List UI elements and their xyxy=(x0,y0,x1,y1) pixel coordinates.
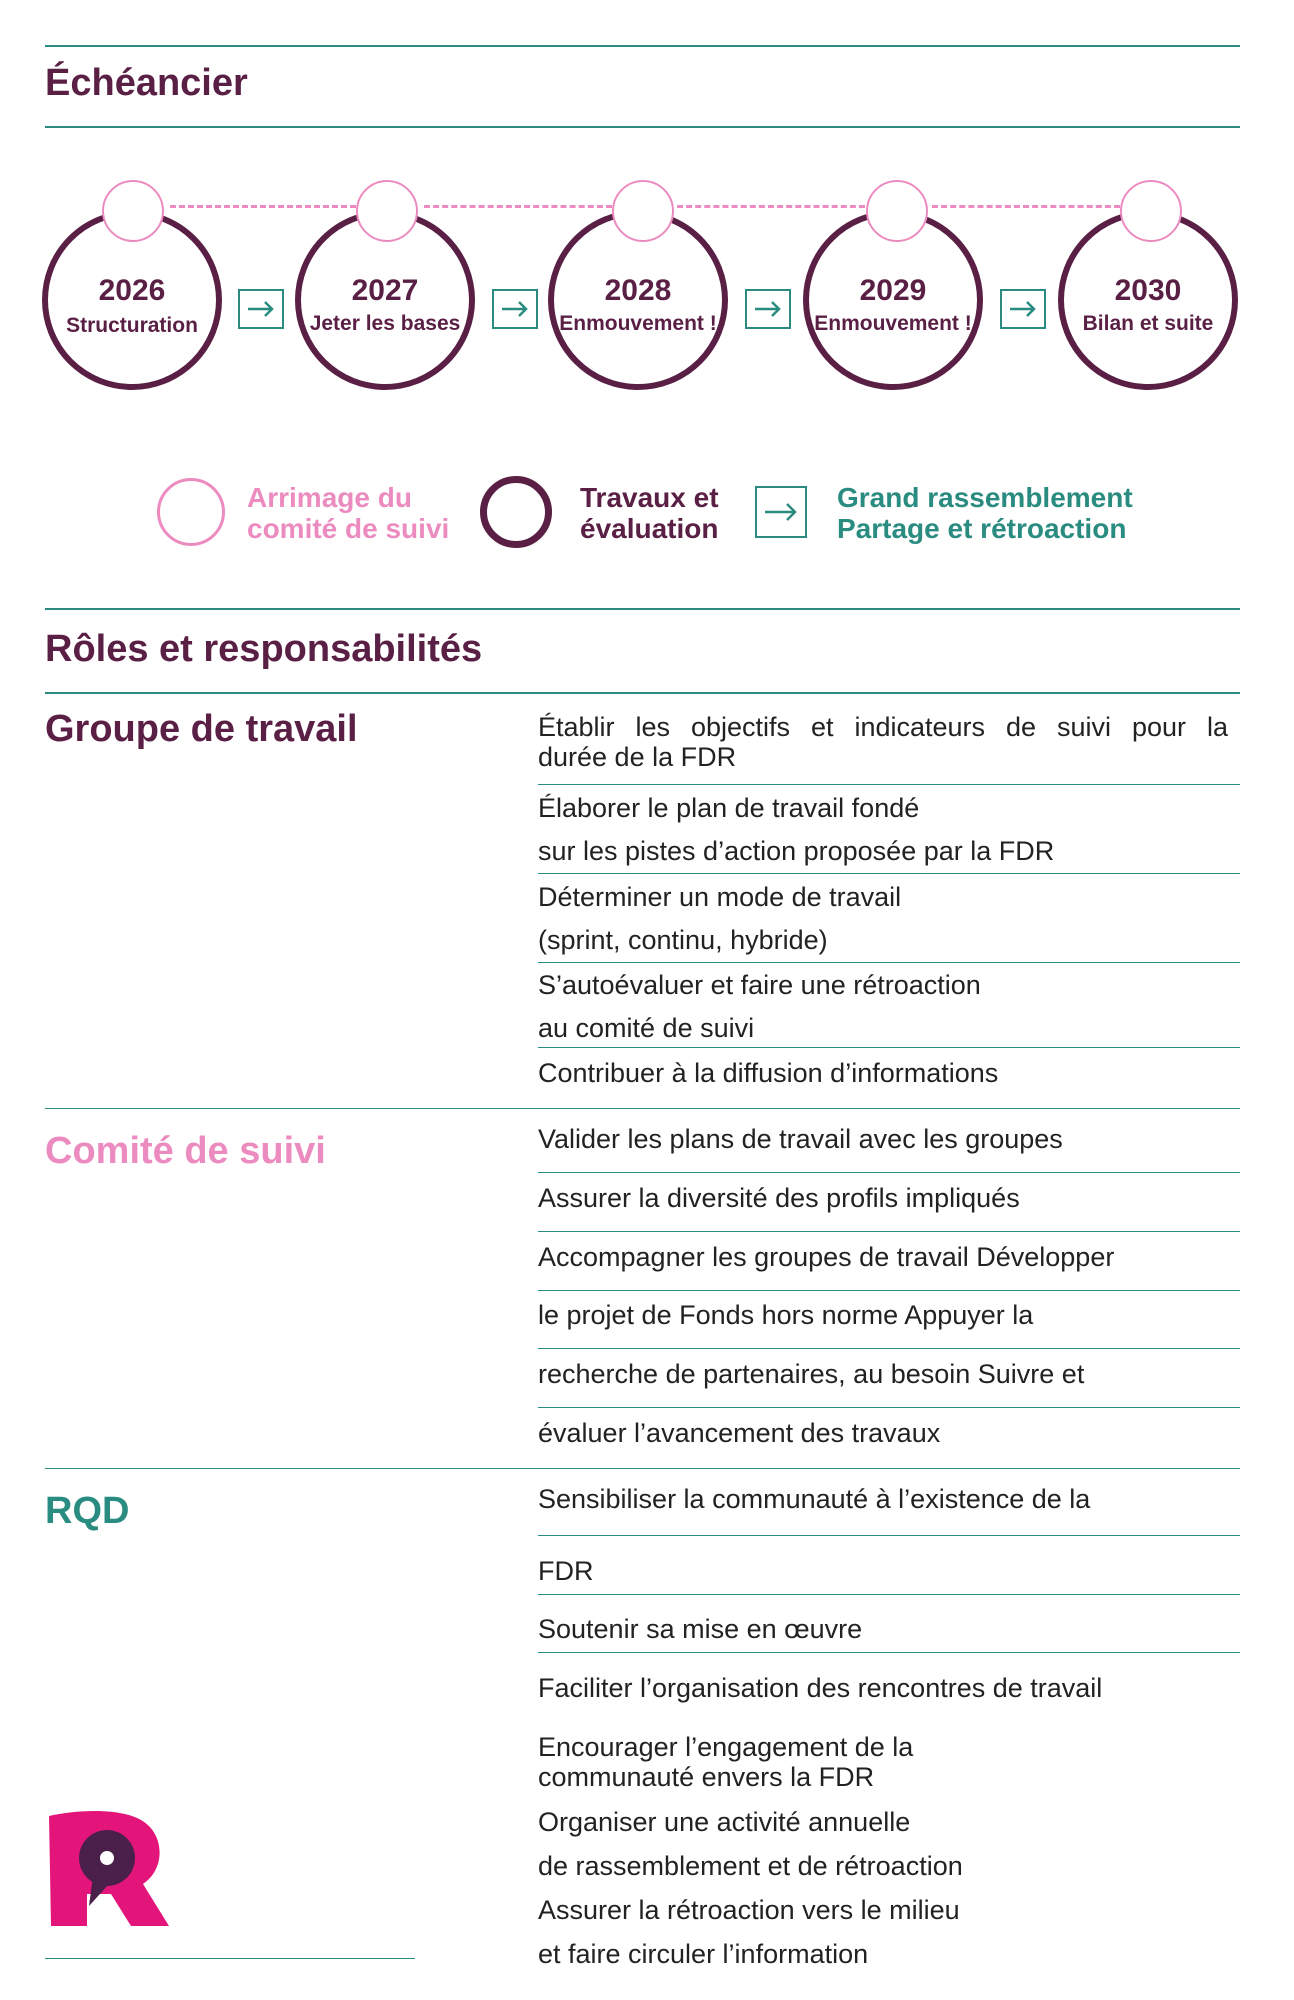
pink-circle-icon xyxy=(356,180,418,242)
timeline-label: Enmouvement ! xyxy=(814,312,972,335)
arrow-right-icon xyxy=(492,289,538,329)
list-item-word: les xyxy=(635,712,670,742)
pink-circle-icon xyxy=(157,478,225,546)
arrow-right-icon xyxy=(238,289,284,329)
roles-title-divider xyxy=(45,692,1240,694)
pink-circle-icon xyxy=(102,180,164,242)
timeline-year: 2028 xyxy=(604,274,672,307)
list-item-word: suivi xyxy=(1056,712,1111,742)
timeline-year: 2029 xyxy=(859,274,927,307)
list-item-word: de xyxy=(1005,712,1037,742)
group-divider xyxy=(45,1108,1240,1109)
row-divider xyxy=(538,873,1240,874)
list-item: Soutenir sa mise en œuvre xyxy=(538,1614,863,1644)
list-item: FDR xyxy=(538,1556,594,1586)
pink-circle-icon xyxy=(1120,180,1182,242)
timeline-dash xyxy=(424,205,612,208)
legend-item-rassemblement xyxy=(837,482,1133,544)
list-item: et faire circuler l’information xyxy=(538,1939,869,1969)
timeline-year: 2027 xyxy=(351,274,419,307)
row-divider xyxy=(538,1348,1240,1349)
row-divider xyxy=(538,1535,1240,1536)
list-item-word: pour xyxy=(1131,712,1186,742)
group-name-rqd: RQD xyxy=(45,1490,130,1532)
schedule-title: Échéancier xyxy=(45,62,248,104)
list-item: sur les pistes d’action proposée par la FDR xyxy=(538,836,1055,866)
timeline-label: Bilan et suite xyxy=(1082,312,1214,335)
list-item: le projet de Fonds hors norme Appuyer la xyxy=(538,1300,1034,1330)
list-item xyxy=(538,712,1228,743)
list-item: Organiser une activité annuelle xyxy=(538,1807,911,1837)
row-divider xyxy=(538,1407,1240,1408)
legend-line: Travaux et xyxy=(580,482,719,513)
group-name-comite-de-suivi: Comité de suivi xyxy=(45,1130,326,1172)
list-item: Assurer la rétroaction vers le milieu xyxy=(538,1895,960,1925)
legend-item-arrimage xyxy=(247,482,449,544)
legend-line: Partage et rétroaction xyxy=(837,513,1127,544)
arrow-right-icon xyxy=(1000,289,1046,329)
row-divider xyxy=(538,1047,1240,1048)
group-divider xyxy=(45,1468,1240,1469)
list-item: Élaborer le plan de travail fondé xyxy=(538,793,920,823)
list-item: S’autoévaluer et faire une rétroaction xyxy=(538,970,981,1000)
arrow-right-icon xyxy=(745,289,791,329)
timeline-dash xyxy=(170,205,356,208)
list-item: Accompagner les groupes de travail Développer xyxy=(538,1242,1115,1272)
list-item-word: objectifs xyxy=(690,712,791,742)
pink-circle-icon xyxy=(612,180,674,242)
legend-item-travaux xyxy=(580,482,719,544)
list-item: Sensibiliser la communauté à l’existence de la xyxy=(538,1484,1091,1514)
timeline-label: Structuration xyxy=(66,314,198,337)
group-name-groupe-de-travail: Groupe de travail xyxy=(45,708,358,750)
legend-line: Grand rassemblement xyxy=(837,482,1133,513)
pink-circle-icon xyxy=(866,180,928,242)
row-divider xyxy=(538,784,1240,785)
list-item: Encourager l’engagement de la xyxy=(538,1732,914,1762)
schedule-title-divider xyxy=(45,126,1240,128)
list-item-word: Établir xyxy=(538,712,615,742)
legend-line: Arrimage du xyxy=(247,482,412,513)
row-divider xyxy=(538,1231,1240,1232)
list-item: Déterminer un mode de travail xyxy=(538,882,902,912)
dark-circle-icon xyxy=(480,476,552,548)
list-item: Contribuer à la diffusion d’informations xyxy=(538,1058,999,1088)
list-item: au comité de suivi xyxy=(538,1013,755,1043)
row-divider xyxy=(538,1652,1240,1653)
rqd-logo-icon xyxy=(45,1810,170,1930)
list-item: Assurer la diversité des profils impliqués xyxy=(538,1183,1020,1213)
roles-top-divider xyxy=(45,608,1240,610)
timeline-year: 2030 xyxy=(1114,274,1182,307)
legend-line: évaluation xyxy=(580,513,719,544)
list-item: de rassemblement et de rétroaction xyxy=(538,1851,963,1881)
list-item-word: la xyxy=(1206,712,1228,742)
list-item-word: et xyxy=(810,712,834,742)
arrow-right-icon xyxy=(755,486,807,538)
legend-line: comité de suivi xyxy=(247,513,450,544)
list-item: Faciliter l’organisation des rencontres de travail xyxy=(538,1673,1103,1703)
list-item: recherche de partenaires, au besoin Suivre et xyxy=(538,1359,1085,1389)
roles-title: Rôles et responsabilités xyxy=(45,628,483,670)
list-item: durée de la FDR xyxy=(538,742,737,772)
list-item: évaluer l’avancement des travaux xyxy=(538,1418,941,1448)
top-divider xyxy=(45,45,1240,47)
logo-divider xyxy=(45,1958,415,1959)
timeline-dash xyxy=(677,205,865,208)
list-item: Valider les plans de travail avec les groupes xyxy=(538,1124,1063,1154)
timeline-label: Jeter les bases xyxy=(309,312,461,335)
row-divider xyxy=(538,1172,1240,1173)
row-divider xyxy=(538,962,1240,963)
list-item: communauté envers la FDR xyxy=(538,1762,875,1792)
timeline-label: Enmouvement ! xyxy=(559,312,717,335)
timeline-year: 2026 xyxy=(98,274,166,307)
list-item: (sprint, continu, hybride) xyxy=(538,925,828,955)
row-divider xyxy=(538,1290,1240,1291)
list-item-word: indicateurs xyxy=(854,712,986,742)
row-divider xyxy=(538,1594,1240,1595)
timeline-dash xyxy=(932,205,1120,208)
